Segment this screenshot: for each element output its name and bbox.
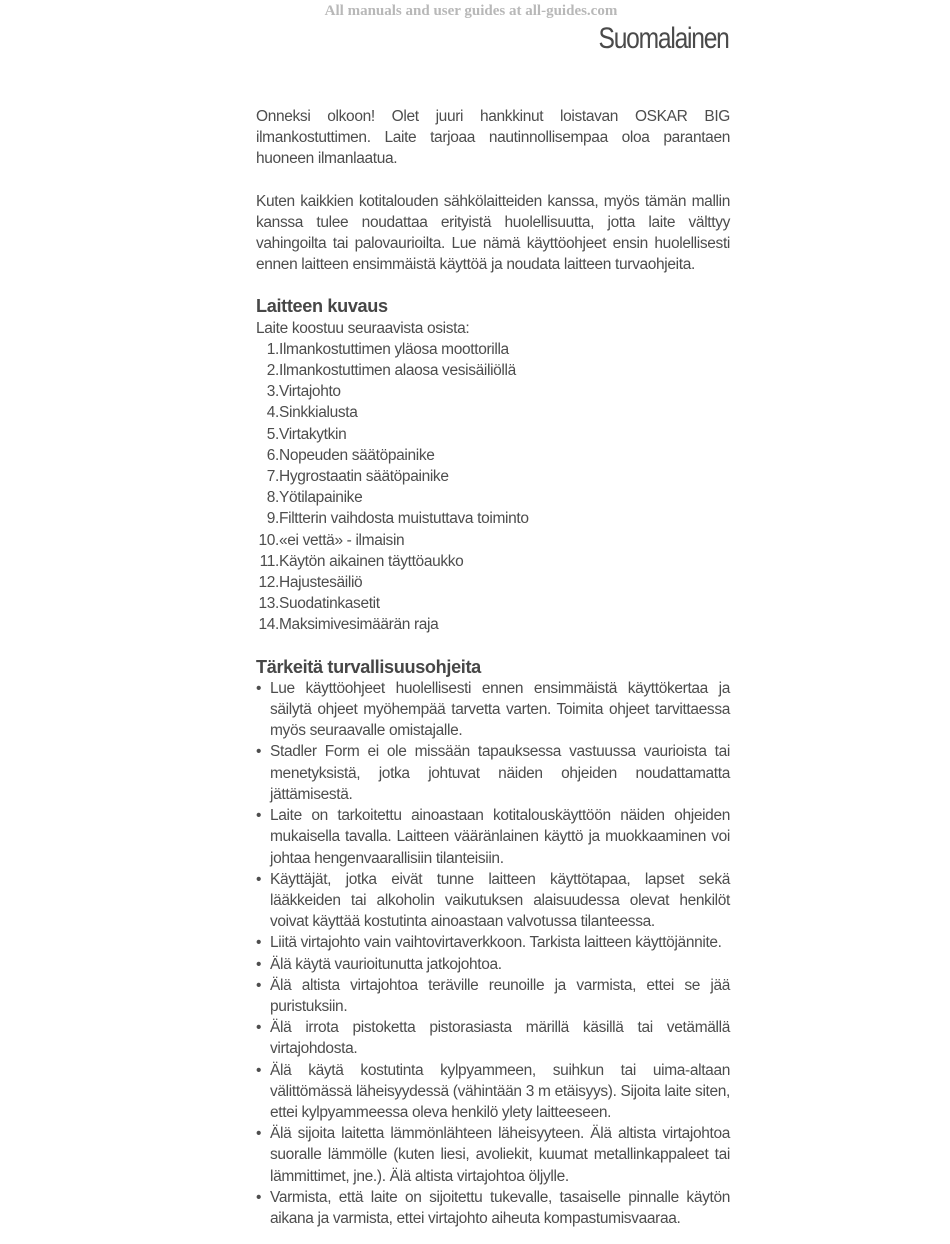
list-item-number: 1. [266,340,279,358]
bullet-icon: • [256,955,262,973]
list-item-text: Älä altista virtajohtoa teräville reunoille ja varmista, ettei se jää puristuksiin. [270,976,730,1015]
bullet-icon: • [256,807,262,825]
list-item-text: Lue käyttöohjeet huolellisesti ennen ensimmäistä käyttökertaa ja säilytä ohjeet myöhempää tarvetta varten. Toimita ohjeet tarvittaessa myös seuraavalle omistajalle. [270,679,730,740]
list-item-text: Älä käytä vaurioitunutta jatkojohtoa. [270,955,502,973]
bullet-icon: • [256,1019,262,1037]
list-item [256,614,730,635]
list-item-text: Liitä virtajohto vain vaihtovirtaverkkoon. Tarkista laitteen käyttöjännite. [270,934,722,952]
list-item-number: 9. [266,510,279,528]
intro-paragraph-2: Kuten kaikkien kotitalouden sähkölaitteiden kanssa, myös tämän mallin kanssa tulee noudattaa erityistä huolellisuutta, jotta laite välttyy vahingoilta tai palovaurioilta. Lue nämä käyttöohjeet ensin huolellisesti ennen laitteen ensimmäistä käyttöä ja noudata laitteen turvaohjeita. [256,192,730,274]
list-item [256,975,730,1017]
page-title: Suomalainen [598,22,729,55]
parts-lead: Laite koostuu seuraavista osista: [256,319,470,337]
list-item-text: Sinkkialusta [279,404,358,422]
list-item-text: Varmista, että laite on sijoitettu tukevalle, tasaiselle pinnalle käytön aikana ja varmista, ettei virtajohto aiheuta kompastumisvaaraa. [270,1188,730,1227]
list-item [256,741,730,805]
section-heading-description: Laitteen kuvaus [256,296,388,317]
list-item-text: Maksimivesimäärän raja [279,616,439,634]
list-item-text: Ilmankostuttimen alaosa vesisäiliöllä [279,362,516,380]
list-item-number: 8. [266,489,279,507]
list-item [256,445,730,466]
parts-list [256,339,730,636]
document-body [256,106,730,1229]
list-item-number: 4. [266,404,279,422]
bullet-icon: • [256,1061,262,1079]
list-item [256,339,730,360]
list-item [256,508,730,529]
list-item [256,805,730,869]
watermark: All manuals and user guides at all-guides.com [324,3,618,19]
list-item [256,932,730,953]
list-item-text: Käytön aikainen täyttöaukko [279,552,464,570]
list-item [256,593,730,614]
bullet-icon: • [256,1125,262,1143]
list-item [256,1017,730,1059]
bullet-icon: • [256,934,262,952]
list-item [256,402,730,423]
list-item [256,360,730,381]
list-item-text: Nopeuden säätöpainike [279,446,435,464]
list-item-text: Hygrostaatin säätöpainike [279,468,449,486]
list-item [256,1123,730,1187]
list-item-text: Laite on tarkoitettu ainoastaan kotitalouskäyttöön näiden ohjeiden mukaisella tavalla. Laitteen vääränlainen käyttö ja muokkaaminen voi johtaa hengenvaarallisiin tilanteisiin. [270,807,730,867]
list-item-text: Yötilapainike [279,489,363,507]
list-item [256,466,730,487]
list-item-number: 7. [266,468,279,486]
list-item-number: 14. [258,616,279,634]
list-item [256,572,730,593]
list-item-text: Filtterin vaihdosta muistuttava toiminto [279,510,529,528]
list-item-text: Virtajohto [279,383,341,401]
list-item [256,678,730,742]
list-item-number: 11. [259,552,279,570]
list-item [256,551,730,572]
bullet-icon: • [256,870,262,888]
intro-paragraph-1: Onneksi olkoon! Olet juuri hankkinut loistavan OSKAR BIG ilmankostuttimen. Laite tarjoaa nautinnollisempaa oloa parantaen huoneen ilmanlaatua. [256,108,730,168]
list-item [256,530,730,551]
list-item [256,1187,730,1229]
list-item [256,424,730,445]
list-item-number: 3. [266,383,279,401]
bullet-icon: • [256,1188,262,1206]
list-item-number: 12. [258,574,279,592]
list-item [256,1060,730,1124]
list-item-text: Virtakytkin [279,425,347,443]
list-item-text: Suodatinkasetit [279,595,380,613]
bullet-icon: • [256,976,262,994]
bullet-icon: • [256,743,262,761]
list-item-number: 6. [266,446,279,464]
list-item-text: Stadler Form ei ole missään tapauksessa vastuussa vaurioista tai menetyksistä, jotka johtuvat näiden ohjeiden noudattamatta jättämisestä. [270,743,730,803]
list-item-number: 13. [258,595,279,613]
list-item [256,381,730,402]
list-item-text: Älä irrota pistoketta pistorasiasta märillä käsillä tai vetämällä virtajohdosta. [270,1019,730,1058]
list-item-text: Hajustesäiliö [279,574,363,592]
list-item-number: 5. [266,425,279,443]
list-item-number: 10. [258,531,279,549]
bullet-icon: • [256,679,262,697]
list-item-text: «ei vettä» - ilmaisin [279,531,405,549]
list-item-text: Älä käytä kostutinta kylpyammeen, suihkun tai uima-altaan välittömässä läheisyydessä (vähintään 3 m etäisyys). Sijoita laite siten, ettei kylpyammeessa oleva henkilö ylety laitteeseen. [270,1061,730,1121]
list-item-number: 2. [266,362,279,380]
list-item-text: Käyttäjät, jotka eivät tunne laitteen käyttötapaa, lapset sekä lääkkeiden tai alkoholin vaikutuksen alaisuudessa olevat henkilöt voivat käyttää kostutinta ainoastaan valvotussa tilanteessa. [270,870,730,931]
safety-list [256,678,730,1229]
list-item [256,869,730,933]
list-item [256,487,730,508]
list-item-text: Ilmankostuttimen yläosa moottorilla [279,340,509,358]
section-heading-safety: Tärkeitä turvallisuusohjeita [256,656,481,677]
list-item [256,954,730,975]
list-item-text: Älä sijoita laitetta lämmönlähteen läheisyyteen. Älä altista virtajohtoa suoralle lämmölle (kuten liesi, avoliekit, kuumat metallinkappaleet tai lämmittimet, jne.). Älä altista virtajohtoa öljylle. [270,1125,730,1185]
